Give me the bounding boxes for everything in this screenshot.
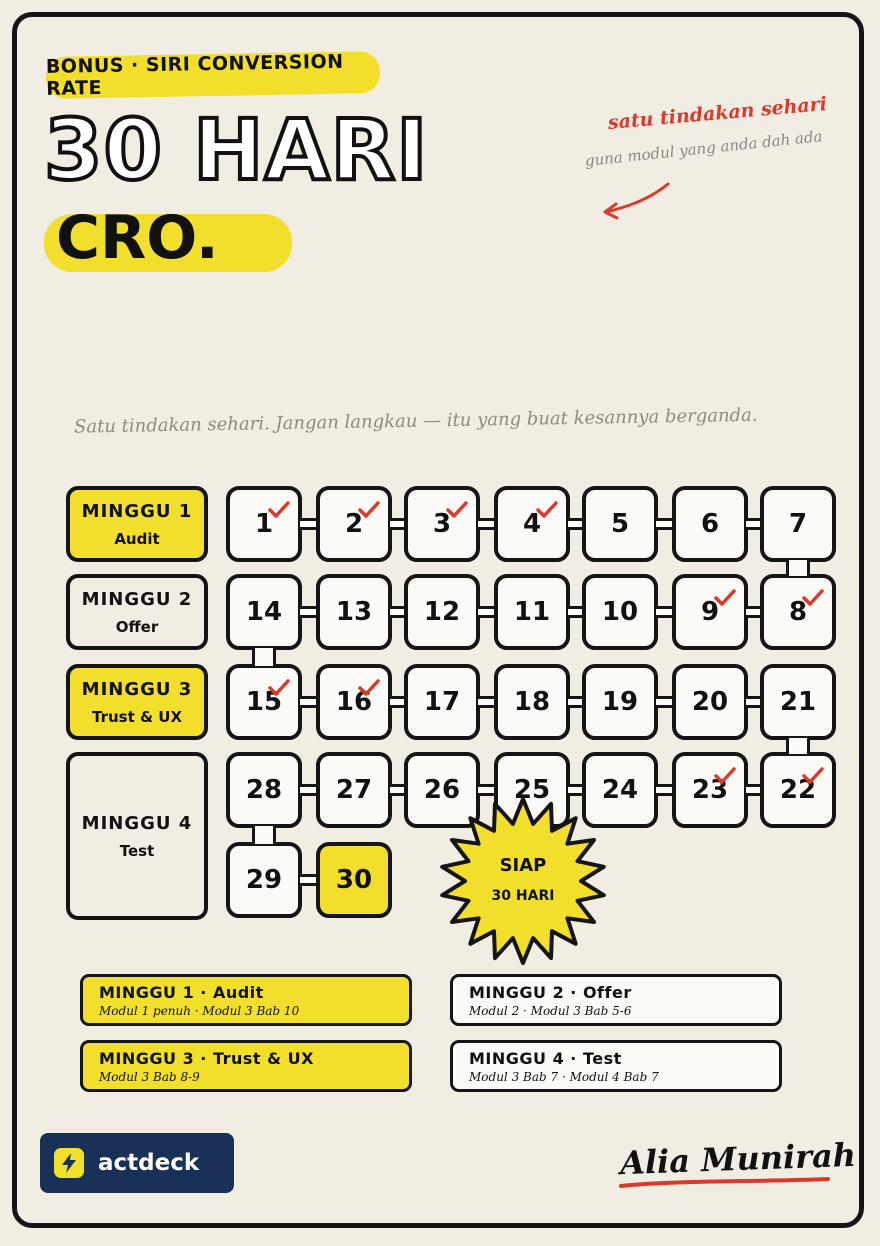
day-number: 22 <box>779 775 817 805</box>
day-cell[interactable] <box>226 752 302 828</box>
day-cell[interactable] <box>316 842 392 918</box>
day-cell[interactable] <box>672 486 748 562</box>
checkmark-icon <box>802 584 824 614</box>
day-cell[interactable] <box>760 664 836 740</box>
day-number: 4 <box>522 509 542 539</box>
day-cell[interactable] <box>760 574 836 650</box>
legend-title: MINGGU 1 · Audit <box>99 983 264 1002</box>
badge-line1: SIAP <box>499 855 547 876</box>
day-number: 29 <box>245 865 283 895</box>
week-title: MINGGU 4 <box>81 812 193 834</box>
day-number: 20 <box>691 687 729 717</box>
day-number: 12 <box>423 597 461 627</box>
subtitle: Satu tindakan sehari. Jangan langkau — itu yang buat kesannya berganda. <box>73 404 758 438</box>
day-cell[interactable] <box>316 664 392 740</box>
checkmark-icon <box>268 496 290 526</box>
day-cell[interactable] <box>226 664 302 740</box>
badge-line2: 30 HARI <box>491 888 555 904</box>
day-number: 13 <box>335 597 373 627</box>
lightning-icon <box>54 1148 84 1178</box>
week-4-label <box>66 752 208 920</box>
day-cell[interactable] <box>316 752 392 828</box>
brand-logo <box>40 1133 234 1193</box>
day-cell[interactable] <box>582 486 658 562</box>
page-title: 30 HARI <box>44 101 429 199</box>
week-3-label <box>66 664 208 740</box>
day-number: 16 <box>335 687 373 717</box>
checkmark-icon <box>536 496 558 526</box>
legend-title: MINGGU 4 · Test <box>469 1049 622 1068</box>
legend-week-1 <box>80 974 412 1026</box>
legend-title: MINGGU 2 · Offer <box>469 983 632 1002</box>
day-number: 11 <box>513 597 551 627</box>
day-number: 10 <box>601 597 639 627</box>
legend-detail: Modul 3 Bab 8-9 <box>99 1070 200 1084</box>
day-cell[interactable] <box>582 574 658 650</box>
legend-detail: Modul 2 · Modul 3 Bab 5-6 <box>469 1004 632 1018</box>
day-cell[interactable] <box>494 664 570 740</box>
bonus-tag: BONUS · SIRI CONVERSION RATE <box>46 51 381 99</box>
day-number: 7 <box>788 509 808 539</box>
day-cell[interactable] <box>404 574 480 650</box>
day-number: 1 <box>254 509 274 539</box>
connector <box>786 560 810 576</box>
week-title: MINGGU 2 <box>81 588 193 610</box>
day-number: 28 <box>245 775 283 805</box>
week-title: MINGGU 1 <box>81 500 193 522</box>
day-cell[interactable] <box>760 752 836 828</box>
day-cell[interactable] <box>226 574 302 650</box>
week-subtitle: Test <box>119 841 155 860</box>
checkmark-icon <box>358 674 380 704</box>
connector <box>252 648 276 666</box>
week-subtitle: Audit <box>114 529 160 548</box>
handwritten-note: satu tindakan sehari <box>607 92 828 134</box>
connector <box>786 738 810 754</box>
checkmark-icon <box>268 674 290 704</box>
day-number: 26 <box>423 775 461 805</box>
day-number: 18 <box>513 687 551 717</box>
day-number: 9 <box>700 597 720 627</box>
day-number: 3 <box>432 509 452 539</box>
day-cell[interactable] <box>226 486 302 562</box>
checkmark-icon <box>714 584 736 614</box>
week-subtitle: Trust & UX <box>91 707 183 726</box>
page-title-line2: CRO. <box>56 203 219 273</box>
week-title: MINGGU 3 <box>81 678 193 700</box>
connector <box>252 826 276 844</box>
day-number: 8 <box>788 597 808 627</box>
day-cell[interactable] <box>316 486 392 562</box>
day-number: 14 <box>245 597 283 627</box>
day-cell[interactable] <box>672 574 748 650</box>
day-cell[interactable] <box>404 664 480 740</box>
starburst-badge <box>438 796 608 966</box>
week-subtitle: Offer <box>115 617 159 636</box>
day-number: 27 <box>335 775 373 805</box>
brand-name: actdeck <box>98 1150 200 1176</box>
day-number: 24 <box>601 775 639 805</box>
day-number: 17 <box>423 687 461 717</box>
day-number: 19 <box>601 687 639 717</box>
day-number: 5 <box>610 509 630 539</box>
legend-week-3 <box>80 1040 412 1092</box>
day-cell[interactable] <box>494 574 570 650</box>
handwritten-subnote: guna modul yang anda dah ada <box>584 127 824 170</box>
day-number: 25 <box>513 775 551 805</box>
checkmark-icon <box>802 762 824 792</box>
day-number: 23 <box>691 775 729 805</box>
day-cell[interactable] <box>316 574 392 650</box>
day-number: 6 <box>700 509 720 539</box>
legend-detail: Modul 1 penuh · Modul 3 Bab 10 <box>99 1004 300 1018</box>
legend-week-4 <box>450 1040 782 1092</box>
day-number: 21 <box>779 687 817 717</box>
day-cell[interactable] <box>760 486 836 562</box>
legend-detail: Modul 3 Bab 7 · Modul 4 Bab 7 <box>469 1070 659 1084</box>
day-cell[interactable] <box>672 664 748 740</box>
legend-week-2 <box>450 974 782 1026</box>
week-2-label <box>66 574 208 650</box>
day-cell[interactable] <box>494 486 570 562</box>
signature: Alia Munirah <box>619 1135 857 1183</box>
week-1-label <box>66 486 208 562</box>
arrow-left-icon <box>596 178 676 222</box>
day-cell[interactable] <box>404 486 480 562</box>
day-number: 30 <box>335 865 373 895</box>
day-number: 2 <box>344 509 364 539</box>
day-cell[interactable] <box>582 664 658 740</box>
day-number: 15 <box>245 687 283 717</box>
checkmark-icon <box>358 496 380 526</box>
checkmark-icon <box>446 496 468 526</box>
legend-title: MINGGU 3 · Trust & UX <box>99 1049 314 1068</box>
day-cell[interactable] <box>226 842 302 918</box>
day-cell[interactable] <box>672 752 748 828</box>
signature-underline <box>618 1176 832 1192</box>
checkmark-icon <box>714 762 736 792</box>
